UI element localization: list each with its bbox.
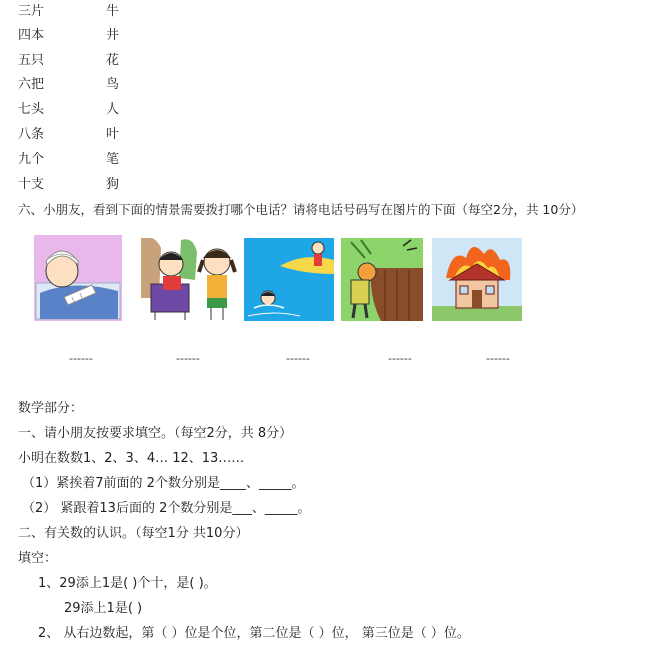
math-question-2-1b: 29添上1是( )	[64, 601, 143, 616]
math-section-1-title: 一、请小朋友按要求填空。（每空2分，共 8分）	[18, 426, 293, 441]
math-question-2-2: 2、 从右边数起，第（ ）位是个位，第二位是（ ）位， 第三位是（ ）位。	[38, 626, 470, 641]
fill-blank-label: 填空：	[18, 551, 58, 566]
matching-left-item: 六把	[18, 77, 45, 92]
matching-left-item: 五只	[18, 53, 45, 68]
matching-left-item: 三片	[18, 4, 45, 19]
question-6-title: 六、小朋友，看到下面的情景需要拨打哪个电话？请将电话号码写在图片的下面（每空2分，共 10分）	[18, 202, 584, 217]
answer-blank[interactable]: ------	[69, 352, 93, 365]
matching-left-item: 七头	[18, 102, 45, 117]
math-question-1-2: （2） 紧跟着13后面的 2个数分别是___、_____。	[22, 501, 311, 516]
matching-left-item: 八条	[18, 127, 45, 142]
matching-left-item: 四本	[18, 28, 45, 43]
matching-right-item: 井	[106, 28, 120, 43]
house-fire-picture	[432, 238, 522, 321]
math-section-2-title: 二、有关数的认识。（每空1分 共10分）	[18, 526, 249, 541]
answer-blank[interactable]: ------	[286, 352, 310, 365]
matching-right-item: 叶	[106, 127, 120, 142]
matching-right-item: 鸟	[106, 77, 120, 92]
math-question-1-1: （1）紧挨着7前面的 2个数分别是____、_____。	[22, 476, 305, 491]
injured-child-picture	[34, 235, 122, 321]
counting-line: 小明在数数1、2、3、4… 12、13……	[18, 451, 245, 466]
matching-right-item: 狗	[106, 177, 120, 192]
matching-left-item: 九个	[18, 152, 45, 167]
matching-right-item: 牛	[106, 4, 120, 19]
lost-child-picture	[137, 238, 237, 321]
matching-right-item: 人	[106, 102, 120, 117]
math-question-2-1: 1、29添上1是( )个十，是( )。	[38, 576, 217, 591]
answer-blank[interactable]: ------	[388, 352, 412, 365]
answer-blank[interactable]: ------	[486, 352, 510, 365]
answer-blank[interactable]: ------	[176, 352, 200, 365]
math-section-heading: 数学部分：	[18, 401, 84, 416]
matching-right-item: 笔	[106, 152, 120, 167]
matching-left-item: 十支	[18, 177, 45, 192]
thief-climbing-picture	[341, 238, 423, 321]
matching-right-item: 花	[106, 53, 120, 68]
drowning-child-picture	[244, 238, 334, 321]
